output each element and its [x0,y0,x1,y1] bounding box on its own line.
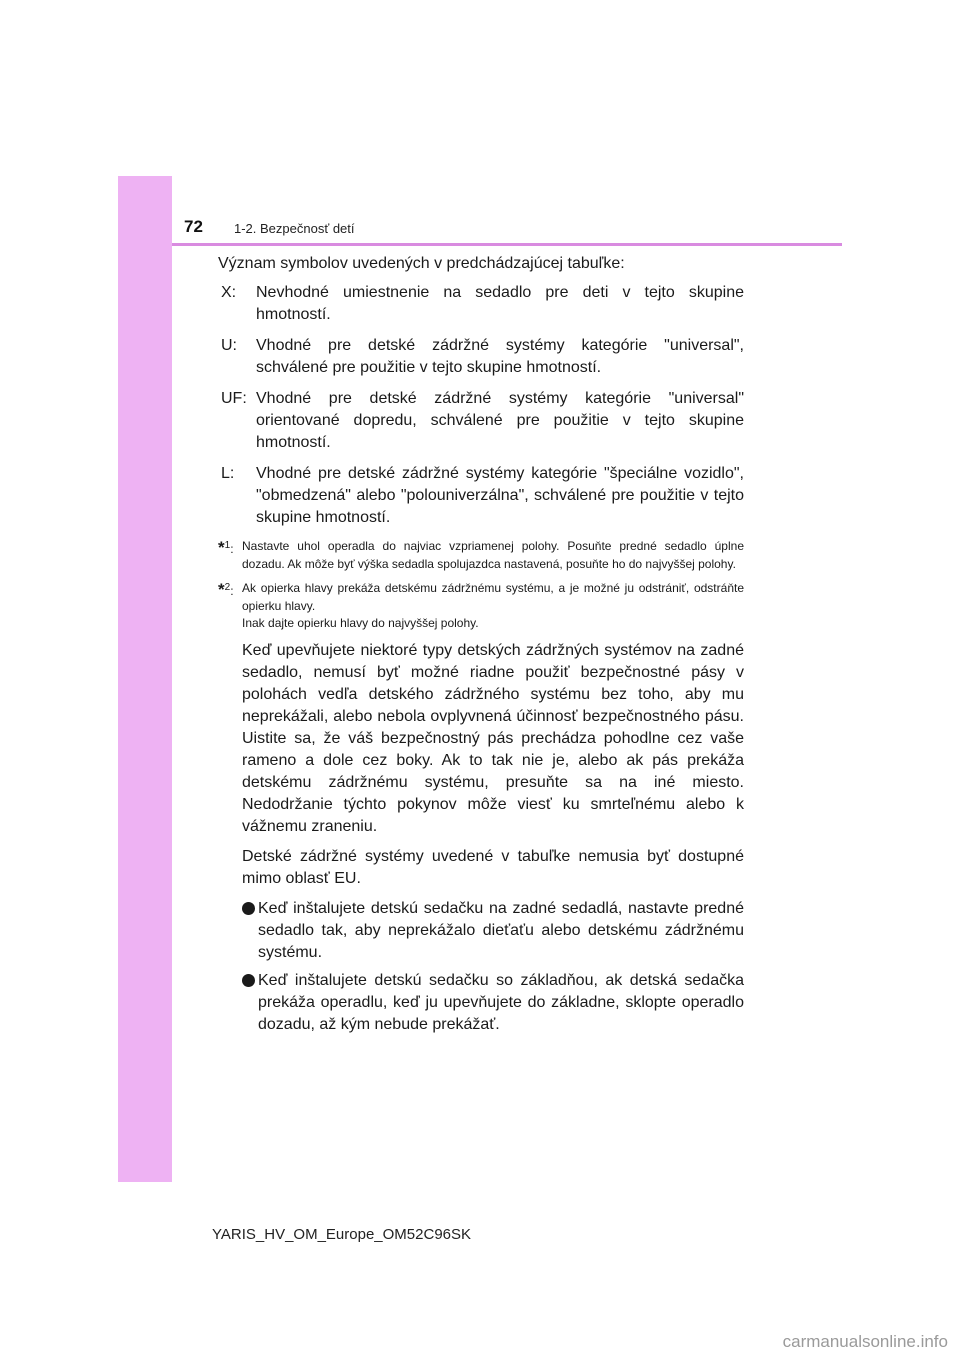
footnote-text: Ak opierka hlavy prekáža detskému zádržnému systému, a je možné ju odstrániť, odstráňte opierku hlavy. [242,581,744,613]
header-divider [172,243,842,246]
footnotes [218,538,744,633]
definition-text: Vhodné pre detské zádržné systémy kategórie "špeciálne vozidlo", "obmedzená" alebo "polouniverzálna", schválené pre použitie v tejto skupine hmotností. [256,465,744,526]
definition-text: Vhodné pre detské zádržné systémy kategórie "universal", schválené pre použitie v tejto skupine hmotností. [256,337,744,376]
document-footer: YARIS_HV_OM_Europe_OM52C96SK [212,1226,472,1243]
bullet-icon [242,974,255,987]
definition-key: UF: [221,390,247,407]
page-content [218,253,744,1042]
definition-uf [218,388,744,454]
definition-key: L: [221,465,235,482]
seatbelt-paragraph: Keď upevňujete niektoré typy detských zádržných systémov na zadné sedadlo, nemusí byť možné riadne použiť bezpečnostné pásy v polohách vedľa detského zádržného systému bez toho, aby mu neprekážali, alebo nebola ovplyvnená účinnosť bezpečnostného pásu. Uistite sa, že váš bezpečnostný pás prechádza pohodlne cez vaše rameno a dole cez boky. Ak to tak nie je, alebo ak pás prekáža detskému zádržnému systému, presuňte sa na iné miesto. Nedodržanie týchto pokynov môže viesť ku smrteľnému alebo k vážnemu zraneniu. [242,641,744,835]
definition-text: Nevhodné umiestnenie na sedadlo pre deti v tejto skupine hmotností. [256,284,744,323]
definition-x [218,282,744,326]
side-tab-band [118,176,172,1182]
body-text [218,640,744,1036]
symbol-definitions [218,282,744,529]
section-title: 1-2. Bezpečnosť detí [234,221,355,236]
definition-key: X: [221,284,237,301]
footnote-marker: *$^1$: [218,538,234,557]
bullet-item [242,970,744,1036]
definition-l [218,463,744,529]
definition-u [218,335,744,379]
bullet-text: Keď inštalujete detskú sedačku na zadné sedadlá, nastavte predné sedadlo tak, aby neprekážalo dieťaťu alebo detskému zádržnému systému. [258,899,744,961]
bullet-text: Keď inštalujete detskú sedačku so základňou, ak detská sedačka prekáža operadlu, keď ju upevňujete do základne, sklopte operadlo dozadu, až kým nebude prekážať. [258,971,744,1033]
watermark: carmanualsonline.info [782,1332,948,1351]
footnote-2 [218,580,744,633]
bullet-icon [242,902,255,915]
footnote-text-continued: Inak dajte opierku hlavy do najvyššej polohy. [242,616,479,630]
bullet-item [242,898,744,964]
footnote-marker: *$^2$: [218,580,234,599]
definition-key: U: [221,337,237,354]
page-number: 72 [184,217,203,236]
footnote-text: Nastavte uhol operadla do najviac vzpriamenej polohy. Posuňte predné sedadlo úplne dozadu. Ak môže byť výška sedadla spolujazdca nastavená, posuňte ho do najvyššej polohy. [242,539,744,571]
availability-paragraph: Detské zádržné systémy uvedené v tabuľke nemusia byť dostupné mimo oblasť EU. [242,847,744,887]
legend-intro: Význam symbolov uvedených v predchádzajúcej tabuľke: [218,255,625,272]
footnote-1 [218,538,744,573]
definition-text: Vhodné pre detské zádržné systémy kategórie "universal" orientované dopredu, schválené pre použitie v tejto skupine hmotností. [256,390,744,451]
